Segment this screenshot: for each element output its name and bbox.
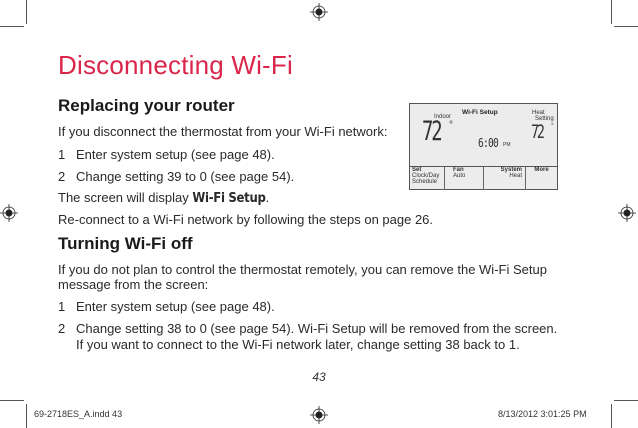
crop-mark <box>611 0 612 24</box>
paragraph: message from the screen: <box>58 277 209 292</box>
paragraph: If you disconnect the thermostat from your Wi-Fi network: <box>58 124 388 139</box>
registration-mark-icon <box>0 204 18 222</box>
list-item <box>58 168 398 185</box>
page-title: Disconnecting Wi-Fi <box>58 50 293 80</box>
display-screen <box>410 104 557 166</box>
section-heading-turning-wifi-off: Turning Wi-Fi off <box>58 234 193 253</box>
step-number: 2 <box>58 321 66 336</box>
crop-mark <box>0 400 24 401</box>
clock-time: 6:00 <box>478 136 498 150</box>
paragraph <box>58 189 269 207</box>
footer-filename: 69-2718ES_A.indd 43 <box>34 409 123 419</box>
set-temperature: 72 <box>531 121 543 143</box>
list-item <box>58 146 398 163</box>
paragraph: If you do not plan to control the thermostat remotely, you can remove the Wi-Fi Setup <box>58 262 547 277</box>
button-sublabel: Clock/Day <box>412 173 440 179</box>
indoor-temperature: 72 <box>422 116 441 147</box>
button-sublabel: Auto <box>453 173 466 179</box>
list-item <box>58 298 558 315</box>
list-item <box>58 320 578 354</box>
paragraph: Re-connect to a Wi-Fi network by following the steps on page 26. <box>58 212 434 227</box>
section-heading-replacing-router: Replacing your router <box>58 96 235 115</box>
button-label: System <box>500 167 522 173</box>
wifi-setup-term: Wi-Fi Setup <box>192 191 266 206</box>
text: The screen will display <box>58 190 193 205</box>
text: . <box>265 190 270 205</box>
degree-symbol: ° <box>551 123 554 130</box>
crop-mark <box>0 26 24 27</box>
heat-label: Heat <box>532 110 545 116</box>
more-button[interactable] <box>526 167 557 190</box>
system-button[interactable] <box>484 167 526 190</box>
crop-mark <box>26 404 27 428</box>
button-sublabel: Schedule <box>412 179 438 185</box>
setting-label: Setting <box>535 116 554 122</box>
step-number: 1 <box>58 299 66 314</box>
button-label: Set <box>412 167 422 173</box>
thermostat-display <box>409 103 558 190</box>
indoor-label: Indoor <box>434 114 452 120</box>
footer-timestamp: 8/13/2012 3:01:25 PM <box>498 409 587 419</box>
button-label: Fan <box>453 167 464 173</box>
degree-symbol: ° <box>449 120 453 131</box>
crop-mark <box>26 0 27 24</box>
step-number: 2 <box>58 169 66 184</box>
registration-mark-icon <box>310 406 328 424</box>
step-text: If you want to connect to the Wi-Fi network later, change setting 38 back to 1. <box>76 337 520 352</box>
crop-mark <box>614 400 638 401</box>
pm-indicator: PM <box>503 142 511 148</box>
registration-mark-icon <box>618 204 636 222</box>
button-label: More <box>534 167 549 173</box>
crop-mark <box>614 26 638 27</box>
registration-mark-icon <box>310 3 328 21</box>
step-text: Change setting 38 to 0 (see page 54). Wi-Fi Setup will be removed from the screen. <box>76 321 558 336</box>
button-sublabel: Heat <box>509 173 522 179</box>
crop-mark <box>611 404 612 428</box>
display-button-bar <box>410 166 557 190</box>
step-text: Enter system setup (see page 48). <box>76 147 275 162</box>
step-number: 1 <box>58 147 66 162</box>
page-number: 43 <box>312 370 326 384</box>
step-text: Change setting 39 to 0 (see page 54). <box>76 169 295 184</box>
set-button[interactable] <box>410 167 445 190</box>
wifi-setup-label: Wi-Fi Setup <box>462 109 498 116</box>
fan-button[interactable] <box>445 167 484 190</box>
step-text: Enter system setup (see page 48). <box>76 299 275 314</box>
